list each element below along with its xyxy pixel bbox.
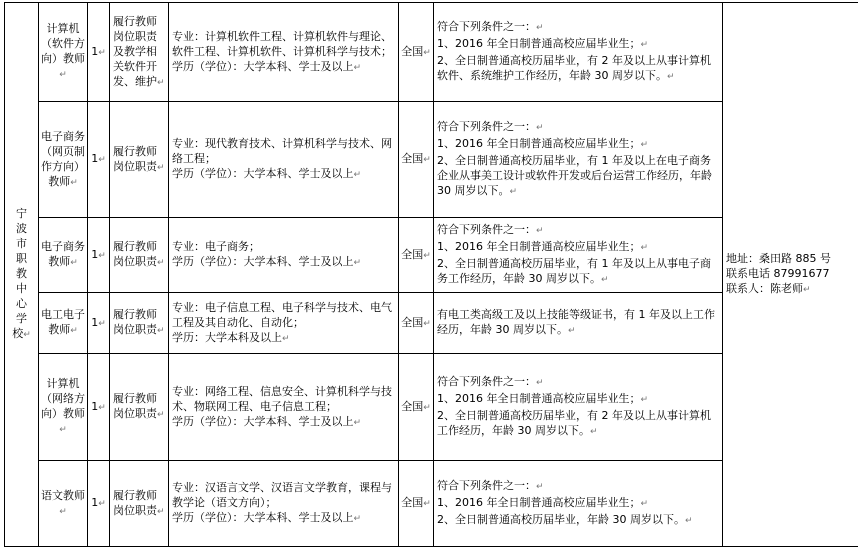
school-name: 宁波市职教中心学校: [12, 207, 27, 340]
paragraph-mark: ↵: [353, 417, 362, 428]
recruitment-table: [4, 2, 858, 547]
recruit-scope: 全国: [401, 152, 424, 165]
headcount: 1: [91, 496, 99, 509]
duty-cell: [110, 461, 169, 547]
major-line: 专业：汉语言文学、汉语言文学教育，课程与教学论（语文方向）；: [172, 481, 392, 509]
paragraph-mark: ↵: [803, 285, 811, 295]
paragraph-mark: ↵: [640, 40, 649, 50]
condition-line: 2、全日制普通高校历届毕业，年龄 30 周岁以下。↵: [437, 513, 693, 526]
major-line: 学历（学位）：大学本科、学士及以上↵: [172, 167, 362, 180]
headcount: 1: [91, 152, 99, 165]
paragraph-mark: ↵: [536, 482, 544, 492]
recruit-scope: 全国: [401, 399, 424, 413]
paragraph-mark: ↵: [70, 326, 78, 336]
position-name: 电子商务（网页制作方向）教师: [41, 129, 85, 188]
paragraph-mark: ↵: [157, 410, 165, 420]
position-name: 电工电子教师: [41, 308, 85, 336]
paragraph-mark: ↵: [536, 226, 544, 236]
paragraph-mark: ↵: [59, 506, 67, 517]
recruit-scope: 全国: [401, 496, 424, 509]
contact-person: 联系人：陈老师↵: [726, 282, 811, 295]
paragraph-mark: ↵: [423, 155, 431, 165]
duty-text: 履行教师岗位职责及教学相关软件开发、维护: [113, 14, 157, 88]
paragraph-mark: ↵: [423, 318, 431, 329]
paragraph-mark: ↵: [98, 155, 106, 165]
paragraph-mark: ↵: [98, 318, 106, 329]
major-cell: [169, 102, 399, 218]
headcount: 1: [91, 247, 99, 261]
condition-line: 1、2016 年全日制普通高校应届毕业生；↵: [437, 137, 649, 150]
paragraph-mark: ↵: [98, 47, 106, 58]
major-line: 专业：计算机软件工程、计算机软件与理论、软件工程、计算机软件、计算机科学与技术；: [172, 29, 392, 58]
major-line: 学历（学位）：大学本科、学士及以上↵: [172, 414, 362, 428]
paragraph-mark: ↵: [157, 326, 165, 336]
position-cell: [39, 218, 88, 293]
condition-line: 2、全日制普通高校历届毕业，有 1 年及以上在电子商务企业从事美工设计或软件开发或后台运营工作经历，年龄 30 周岁以下。↵: [437, 154, 712, 197]
paragraph-mark: ↵: [98, 499, 106, 509]
paragraph-mark: ↵: [685, 516, 693, 526]
major-line: 学历（学位）：大学本科、学士及以上↵: [172, 255, 362, 268]
position-name: 计算机（软件方向）教师: [41, 22, 85, 65]
paragraph-mark: ↵: [423, 250, 431, 261]
condition-line: 2、全日制普通高校历届毕业，有 2 年及以上从事计算机工作经历，年龄 30 周岁以下。↵: [437, 409, 711, 437]
condition-line: 有电工类高级工及以上技能等级证书，有 1 年及以上工作经历，年龄 30 周岁以下。↵: [437, 308, 715, 336]
paragraph-mark: ↵: [423, 47, 431, 58]
paragraph-mark: ↵: [157, 162, 165, 173]
table-body: [5, 3, 858, 547]
paragraph-mark: ↵: [157, 258, 165, 268]
duty-text: 履行教师岗位职责: [113, 308, 157, 336]
condition-line: 符合下列条件之一：↵: [437, 20, 544, 33]
recruit-scope: 全国: [401, 315, 424, 329]
conditions-cell: [434, 461, 723, 547]
paragraph-mark: ↵: [282, 333, 290, 344]
headcount: 1: [91, 315, 99, 329]
school-cell: [5, 3, 39, 547]
paragraph-mark: ↵: [98, 250, 106, 261]
position-cell: [39, 3, 88, 102]
count-cell: [88, 461, 110, 547]
count-cell: [88, 354, 110, 461]
conditions-cell: [434, 102, 723, 218]
major-line: 学历：大学本科及以上↵: [172, 330, 290, 344]
scope-cell: [399, 293, 434, 354]
paragraph-mark: ↵: [353, 258, 362, 268]
duty-text: 履行教师岗位职责: [113, 488, 157, 517]
major-line: 专业：现代教育技术、计算机科学与技术、网络工程；: [172, 137, 392, 165]
duty-cell: [110, 3, 169, 102]
paragraph-mark: ↵: [353, 514, 362, 524]
count-cell: [88, 293, 110, 354]
major-line: 专业：电子信息工程、电子科学与技术、电气工程及其自动化、自动化；: [172, 300, 392, 329]
condition-line: 1、2016 年全日制普通高校应届毕业生；↵: [437, 392, 649, 405]
scope-cell: [399, 354, 434, 461]
major-cell: [169, 354, 399, 461]
major-cell: [169, 218, 399, 293]
conditions-cell: [434, 218, 723, 293]
conditions-cell: [434, 354, 723, 461]
count-cell: [88, 3, 110, 102]
duty-text: 履行教师岗位职责: [113, 240, 157, 268]
condition-line: 2、全日制普通高校历届毕业，有 1 年及以上从事电子商务工作经历，年龄 30 周岁以下。↵: [437, 257, 711, 285]
duty-cell: [110, 218, 169, 293]
paragraph-mark: ↵: [640, 395, 649, 405]
paragraph-mark: ↵: [70, 258, 78, 268]
paragraph-mark: ↵: [157, 77, 165, 88]
paragraph-mark: ↵: [640, 140, 649, 150]
paragraph-mark: ↵: [423, 499, 431, 509]
position-name: 计算机（网络方向）教师: [41, 377, 85, 420]
recruit-scope: 全国: [401, 247, 424, 261]
paragraph-mark: ↵: [640, 243, 649, 253]
recruit-scope: 全国: [401, 44, 424, 58]
paragraph-mark: ↵: [70, 177, 78, 188]
paragraph-mark: ↵: [568, 326, 576, 336]
position-cell: [39, 293, 88, 354]
duty-cell: [110, 102, 169, 218]
conditions-cell: [434, 3, 723, 102]
headcount: 1: [91, 44, 99, 58]
position-cell: [39, 102, 88, 218]
position-name: 电子商务教师: [41, 240, 85, 268]
major-line: 专业：网络工程、信息安全、计算机科学与技术、物联网工程、电子信息工程；: [172, 384, 392, 413]
major-line: 学历（学位）：大学本科、学士及以上↵: [172, 59, 362, 73]
paragraph-mark: ↵: [423, 402, 431, 413]
paragraph-mark: ↵: [590, 427, 598, 437]
contact-phone: 联系电话 87991677: [726, 267, 830, 280]
duty-text: 履行教师岗位职责: [113, 392, 157, 420]
condition-line: 符合下列条件之一：↵: [437, 375, 544, 388]
count-cell: [88, 218, 110, 293]
scope-cell: [399, 218, 434, 293]
paragraph-mark: ↵: [536, 23, 544, 33]
major-cell: [169, 3, 399, 102]
condition-line: 符合下列条件之一：↵: [437, 479, 544, 492]
condition-line: 1、2016 年全日制普通高校应届毕业生；↵: [437, 240, 649, 253]
position-cell: [39, 354, 88, 461]
duty-cell: [110, 293, 169, 354]
headcount: 1: [91, 399, 99, 413]
paragraph-mark: ↵: [667, 72, 675, 82]
contact-cell: [723, 3, 858, 547]
major-cell: [169, 461, 399, 547]
paragraph-mark: ↵: [536, 378, 544, 388]
table-row: [5, 3, 858, 102]
position-cell: [39, 461, 88, 547]
paragraph-mark: ↵: [157, 506, 165, 517]
position-name: 语文教师: [41, 488, 85, 502]
paragraph-mark: ↵: [23, 330, 31, 340]
condition-line: 符合下列条件之一：↵: [437, 120, 544, 133]
conditions-cell: [434, 293, 723, 354]
condition-line: 符合下列条件之一：↵: [437, 223, 544, 236]
condition-line: 1、2016 年全日制普通高校应届毕业生；↵: [437, 496, 649, 509]
condition-line: 1、2016 年全日制普通高校应届毕业生；↵: [437, 37, 649, 50]
paragraph-mark: ↵: [640, 499, 649, 509]
scope-cell: [399, 461, 434, 547]
paragraph-mark: ↵: [353, 62, 362, 73]
scope-cell: [399, 102, 434, 218]
paragraph-mark: ↵: [601, 275, 609, 285]
condition-line: 2、全日制普通高校历届毕业，有 2 年及以上从事计算机软件、系统维护工作经历，年龄 30 周岁以下。↵: [437, 54, 711, 82]
duty-text: 履行教师岗位职责: [113, 144, 157, 173]
paragraph-mark: ↵: [59, 425, 67, 435]
major-line: 学历（学位）：大学本科、学士及以上↵: [172, 511, 362, 524]
scope-cell: [399, 3, 434, 102]
paragraph-mark: ↵: [353, 170, 362, 180]
paragraph-mark: ↵: [536, 123, 544, 133]
paragraph-mark: ↵: [59, 70, 67, 80]
contact-address: 地址：桑田路 885 号: [726, 252, 831, 265]
paragraph-mark: ↵: [509, 187, 518, 197]
paragraph-mark: ↵: [98, 402, 106, 413]
major-cell: [169, 293, 399, 354]
major-line: 专业：电子商务；: [172, 240, 260, 253]
duty-cell: [110, 354, 169, 461]
count-cell: [88, 102, 110, 218]
